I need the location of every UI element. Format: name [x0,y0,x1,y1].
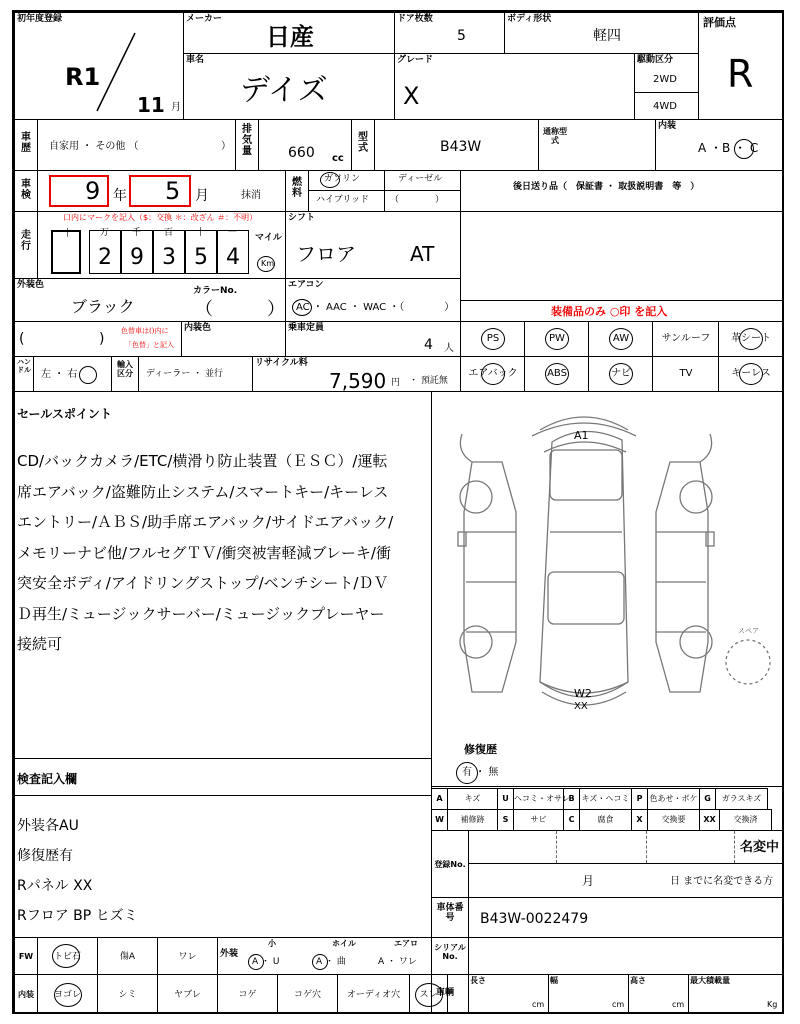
int-item[interactable]: ヨゴレ [37,974,98,1014]
mileage-digit-box[interactable] [51,230,81,274]
equipment-check-circle [545,328,569,350]
ext-sub-value: A ・ ワレ [378,957,417,967]
maker-cell [183,12,395,54]
equipment-check-circle [739,363,763,385]
name-change: 名変中 [740,840,780,855]
import-cell [111,356,253,392]
equipment-item[interactable] [588,321,653,357]
docs-blank-cell [460,211,784,301]
mileage-digit: 9 [130,245,144,270]
mileage-digit: 3 [162,245,176,270]
mileage-digit-box[interactable] [89,230,121,274]
equipment-label: ナビ [611,368,631,379]
common-type-cell [538,119,656,171]
dims-divider [468,975,469,1013]
ext-sub-label: ホイル [332,939,356,948]
equipment-check-circle [545,363,569,385]
equipment-item[interactable] [460,356,525,392]
mileage-digit-box[interactable] [217,230,249,274]
docs-cell [460,170,784,212]
legend-code: U [497,788,514,810]
ac-cell [285,278,461,322]
sales-line: エントリー/ＡＢＳ/助手席エアバック/サイドエアバック/ [17,513,394,531]
inspection-notes-section [14,758,432,938]
mileage-unit-label: 万 [100,228,110,238]
common-type-label: 通称型式 [543,127,567,145]
sales-point-section [14,391,432,759]
ac-value: AC ・ AAC ・ WAC ・（ ） [296,302,455,313]
equipment-check-circle [609,328,633,350]
model-name-cell [183,53,395,120]
deregistered: 抹消 [241,190,261,201]
usage-cell [14,119,236,171]
doors-value: 5 [457,28,466,44]
legend-label: ヘコミ・オサレ [513,788,564,810]
equipment-label: 革シート [731,333,771,344]
dims-sub-label: 幅 [550,976,558,985]
legend-label: 補修跡 [447,809,498,831]
fuel-other: （ ） [390,195,445,205]
equipment-check-circle [481,328,505,350]
dims-sub-label: 長さ [470,976,486,985]
drive-2wd: 2WD [653,74,677,85]
ext-label: 外装 [220,949,239,959]
equipment-item[interactable] [524,356,589,392]
equipment-item[interactable] [718,321,783,357]
drive-4wd: 4WD [653,101,677,112]
repair-label: 修復歴 [464,743,497,756]
equipment-item[interactable] [652,356,719,392]
doors-label: ドア枚数 [397,14,433,24]
interior-label: 内装 [658,121,677,131]
legend-code: A [431,788,448,810]
score-value: R [727,52,754,96]
displacement-label: 排気量 [242,124,252,157]
equipment-title-cell [460,300,784,322]
fw-item[interactable]: 傷A [97,937,158,975]
mileage-unit-label: 十 [63,229,73,239]
equipment-label: キーレス [731,368,771,379]
ac-label: エアコン [288,280,324,290]
handle-cell [14,356,112,392]
first-reg-month: 11 [137,93,165,117]
legend-code: W [431,809,448,831]
legend-code: G [699,788,716,810]
color-change-note2: 「色替」と記入 [125,341,174,349]
handle-value: 左 ・ 右 [41,369,78,380]
legend-label: キズ・ヘコミ [579,788,632,810]
equipment-item[interactable] [524,321,589,357]
shift-type: AT [410,242,435,266]
inspection-line: Rフロア BP ヒズミ [17,908,138,924]
dims-divider [628,975,629,1013]
grade-value: X [403,82,420,110]
registration-label: 登録No. [434,860,466,869]
sales-lines [17,446,431,660]
usage-label: 車歴 [21,132,31,154]
mileage-digit: 5 [194,245,208,270]
int-item[interactable]: スレ [409,974,448,1014]
capacity-cell [285,321,461,357]
legend-code: S [497,809,514,831]
interior-color-label: 内装色 [184,323,212,333]
exterior-color-value: ブラック [71,297,135,316]
score-cell [698,12,784,120]
recycle-cell [252,356,461,392]
inspection-line: 修復歴有 [17,848,73,864]
equipment-item[interactable] [718,356,783,392]
inspection-line: 外装各AU [17,818,79,834]
registration-month: 月 [582,874,595,888]
fw-label: FW [14,937,38,975]
import-value: ディーラー ・ 並行 [146,369,224,379]
int-check-circle [54,983,82,1007]
displacement-cell [235,119,352,171]
legend-label: ガラスキズ [715,788,768,810]
dims-unit: cm [612,1000,625,1009]
color-change-note1: 色替車は()内に [121,327,169,335]
mileage-digit-box[interactable] [185,230,217,274]
ac-circle [292,299,312,316]
chassis-label: 車体番号 [436,903,464,923]
legend-code: B [563,788,580,810]
mileage-cell [14,211,286,279]
dims-divider [548,975,549,1013]
fuel-cell [285,170,461,212]
auction-sheet [12,10,784,1014]
drive-cell [634,53,699,120]
equipment-check-circle [481,363,505,385]
chassis-value: B43W-0022479 [480,911,589,927]
inspection-lines [17,811,138,931]
handle-label: ハンドル [17,358,31,374]
sales-line: Ｄ再生/ミュージックサーバー/ミュージックプレーヤー [17,604,385,623]
year-unit: 年 [113,188,127,204]
capacity-value: 4 [424,337,433,353]
int-item[interactable]: ヤブレ [157,974,218,1014]
registration-day: 日 までに名変できる方 [670,876,774,887]
equipment-label: PS [486,333,500,344]
legend-label: キズ [447,788,498,810]
equipment-label: TV [679,368,693,379]
equipment-item[interactable] [652,321,719,357]
recycle-unit: 円 [391,378,401,388]
type-value: B43W [440,139,482,155]
chassis-cell [431,897,784,938]
first-registration-cell [14,12,184,120]
car-diagram-section [431,391,784,787]
color-no-value: （ ） [195,299,285,320]
grade-label: グレード [397,55,434,65]
drive-label: 駆動区分 [637,55,674,65]
recycle-deposit: ・ 預託無 [409,376,448,386]
exterior-small-cell [217,937,432,975]
shift-cell [285,211,461,279]
diagram-w2: W2 [574,687,592,700]
dims-unit: Kg [767,1000,778,1009]
recycle-label: リサイクル料 [255,358,308,368]
legend-code: C [563,809,580,831]
repair-value: 有 ・ 無 [462,767,499,778]
serial-cell [431,937,784,975]
int-item[interactable]: コゲ穴 [277,974,338,1014]
month-unit: 月 [195,188,209,204]
inspection-notes-title: 検査記入欄 [17,772,78,786]
equipment-item[interactable] [588,356,653,392]
sales-line: 突安全ボディ/アイドリングストップ/ベンチシート/ＤＶ [17,574,389,592]
serial-label: シリアルNo. [434,943,466,961]
inspection-line: Rパネル XX [17,878,93,894]
fuel-diesel: ディーゼル [398,174,443,184]
displacement-value: 660 [288,145,315,161]
interior-color-cell [181,321,286,357]
fuel-label: 燃料 [292,177,302,199]
maker-value: 日産 [266,23,314,51]
interior-value: A ・B ・ C [698,141,759,155]
model-name-value: デイズ [240,73,328,108]
int-label: 内装 [14,974,38,1014]
recycle-value: 7,590 [329,369,387,393]
shift-value: フロア [296,242,356,266]
maker-label: メーカー [186,14,222,24]
legend-code: P [631,788,648,810]
mileage-unit-label: 千 [132,228,142,238]
first-reg-label: 初年度登録 [17,14,63,24]
dims-sub-label: 高さ [630,976,646,985]
sales-title: セールスポイント [17,407,112,421]
interior-grade-cell [655,119,784,171]
legend-label: 腐食 [579,809,632,831]
equipment-check-circle [739,328,763,350]
doors-cell [394,12,505,54]
serial-divider [468,938,469,974]
docs-text: 後日送り品（ 保証書 ・ 取扱説明書 等 ） [513,182,700,192]
mileage-note: 口内にマークを記入（$：交換 ＊：改ざん ＃：不明） [63,213,258,222]
equipment-check-circle [609,363,633,385]
diagram-spare: スペア [738,627,759,635]
type-label: 型式 [358,132,368,154]
inspection-month: 5 [165,177,181,205]
fuel-hybrid: ハイブリッド [316,195,370,205]
type-cell [351,119,539,171]
dims-unit: cm [532,1000,545,1009]
inspection-year: 9 [85,177,101,205]
mile-label: マイル [255,233,282,243]
sales-line: 接続可 [17,635,63,653]
interior-b-circle [734,139,754,159]
first-reg-era: R1 [65,63,101,91]
km-label: Km [261,259,275,268]
fw-check-circle [52,944,80,968]
first-reg-month-unit: 月 [171,102,181,113]
ext-sub-label: 小 [268,939,276,948]
sales-line: メモリーナビ他/フルセグＴＶ/衝突被害軽減ブレーキ/衝 [17,543,391,562]
equipment-label: ABS [547,368,567,379]
equipment-label: AW [612,333,630,344]
ext-circle [248,954,264,970]
registration-cell [431,830,784,898]
ext-sub-value: A ・ 曲 [316,957,346,967]
dims-sub-label: 最大積載量 [690,976,730,985]
diagram-a1: A1 [574,429,589,442]
car-body-diagram-icon [432,392,785,788]
legend-label: 交換要 [647,809,700,831]
equipment-item[interactable] [460,321,525,357]
mileage-unit-label: 百 [164,228,174,238]
dims-divider [688,975,689,1013]
dims-label: 車輌 [436,988,455,998]
mileage-digit-box[interactable] [153,230,185,274]
capacity-label: 乗車定員 [288,323,325,333]
int-item[interactable]: シミ [97,974,158,1014]
int-item[interactable]: オーディオ穴 [337,974,410,1014]
diagram-xx: XX [574,701,588,712]
body-label: ボディ形状 [507,14,552,24]
sales-line: 席エアバック/盗難防止システム/スマートキー/キーレス [17,482,389,501]
legend-label: サビ [513,809,564,831]
ext-circle [312,954,328,970]
capacity-unit: 人 [444,343,454,354]
shift-label: シフト [288,213,316,223]
handle-right-circle [79,366,97,384]
inspection-cell [14,170,286,212]
inspection-label: 車検 [21,179,31,201]
dimensions-cell [431,974,784,1014]
fuel-gasoline-circle [320,172,340,188]
mileage-digit: 4 [226,245,240,270]
body-cell [504,12,699,54]
exterior-color-cell [14,278,286,322]
displacement-unit: cc [332,153,344,164]
equipment-label: サンルーフ [661,333,711,344]
mileage-digit-box[interactable] [121,230,153,274]
fuel-gasoline: ガソリン [324,174,361,184]
legend-code: XX [699,809,720,831]
mileage-label: 走行 [21,230,31,252]
color-change-open: ( [19,331,25,347]
int-item[interactable]: コゲ [217,974,278,1014]
usage-close: ） [221,141,231,152]
equipment-title: 装備品のみ ○印 を記入 [551,305,668,318]
legend-label: 色あせ・ボケ [647,788,700,810]
ext-sub-value: A ・ U [252,957,280,967]
body-value: 軽四 [593,28,621,44]
legend-label: 交換済 [719,809,772,831]
exterior-color-label: 外装色 [17,280,45,290]
model-name-label: 車名 [186,55,205,65]
inspection-month-box[interactable] [129,175,191,207]
sales-line: CD/バックカメラ/ETC/横滑り防止装置（ＥＳＣ）/運転 [17,452,388,470]
fw-item[interactable]: ワレ [157,937,218,975]
dims-unit: cm [672,1000,685,1009]
color-no-label: カラーNo. [193,286,238,296]
import-label: 輸入区分 [117,360,133,378]
equipment-label: エアバック [468,368,518,379]
score-label: 評価点 [703,16,736,29]
fw-item[interactable]: トビ石 [37,937,98,975]
usage-text: 自家用 ・ その他 （ [49,141,139,152]
mileage-unit-label: 一 [228,228,238,238]
mileage-digit: 2 [98,245,112,270]
color-change-close: ) [99,331,105,347]
ext-sub-label: エアロ [394,939,418,948]
mileage-unit-label: 十 [196,228,206,238]
equipment-label: PW [549,333,565,344]
color-change-cell [14,321,182,357]
km-circle [257,256,275,272]
grade-cell [394,53,635,120]
repair-yes-circle [456,762,478,784]
legend-code: X [631,809,648,831]
